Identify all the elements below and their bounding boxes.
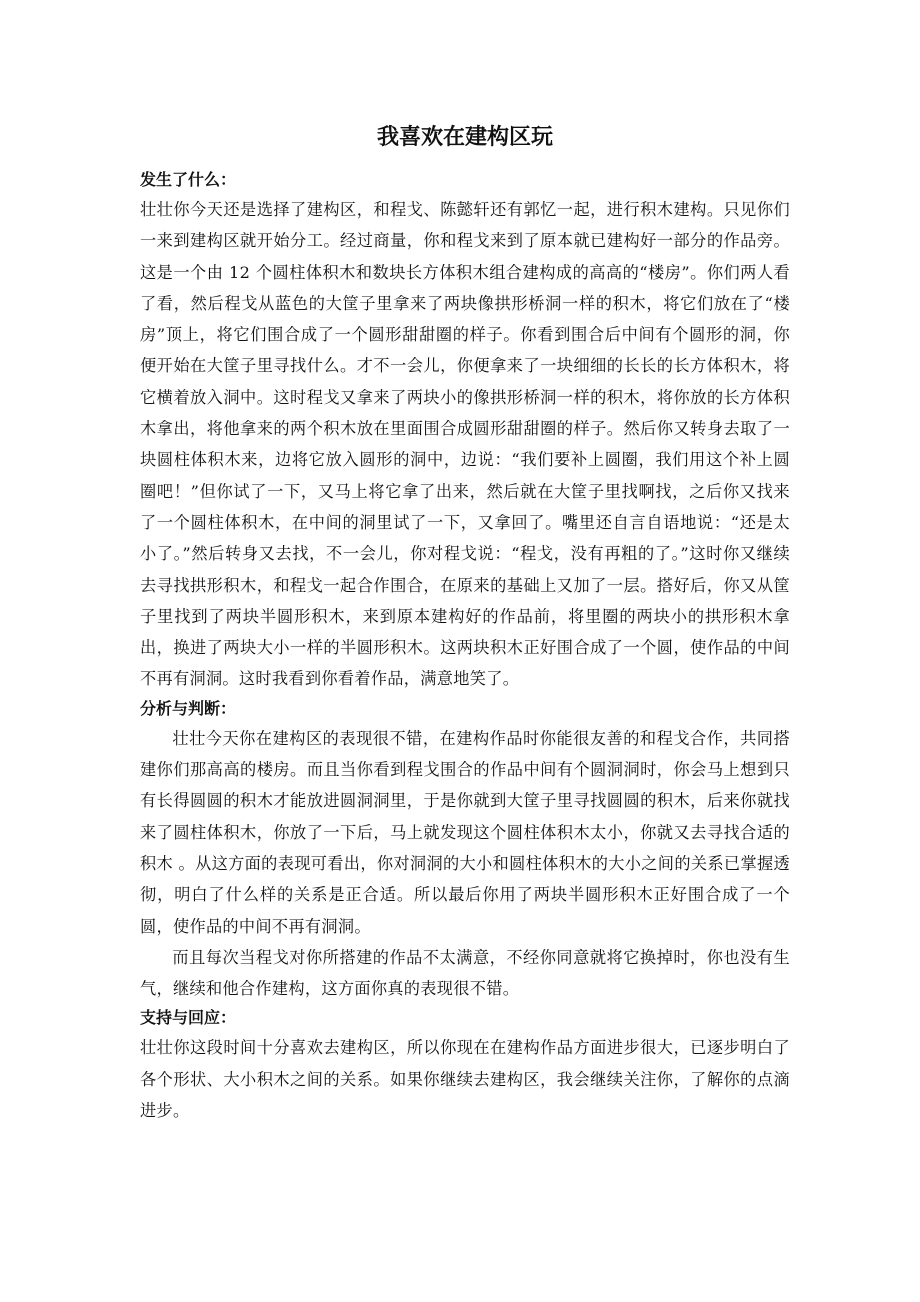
paragraph-observation: 壮壮你今天还是选择了建构区，和程戈、陈懿轩还有郭忆一起，进行积木建构。只见你们一来到建构区就开始分工。经过商量，你和程戈来到了原本就已建构好一部分的作品旁。这是一个由 12 个圆柱体积木和数块长方体积木组合建构成的高高的“楼房”。你们两人看了看，然后程戈从蓝色的大筐子里拿来了两块像拱形桥洞一样的积木，将它们放在了“楼房”顶上，将它们围合成了一个圆形甜甜圈的样子。你看到围合后中间有个圆形的洞，你便开始在大筐子里寻找什么。才不一会儿，你便拿来了一块细细的长长的长方体积木，将它横着放入洞中。这时程戈又拿来了两块小的像拱形桥洞一样的积木，将你放的长方体积木拿出，将他拿来的两个积木放在里面围合成圆形甜甜圈的样子。然后你又转身去取了一块圆柱体积木来，边将它放入圆形的洞中，边说：“我们要补上圆圈，我们用这个补上圆圈吧！”但你试了一下，又马上将它拿了出来，然后就在大筐子里找啊找，之后你又找来了一个圆柱体积木，在中间的洞里试了一下，又拿回了。嘴里还自言自语地说：“还是太小了。”然后转身又去找，不一会儿，你对程戈说：“程戈，没有再粗的了。”这时你又继续去寻找拱形积木，和程戈一起合作围合，在原来的基础上又加了一层。搭好后，你又从筐子里找到了两块半圆形积木，来到原本建构好的作品前，将里圈的两块小的拱形积木拿出，换进了两块大小一样的半圆形积木。这两块积木正好围合成了一个圆，使作品的中间不再有洞洞。这时我看到你看着作品，满意地笑了。 (140, 200, 790, 689)
document-title: 我喜欢在建构区玩 (376, 125, 553, 150)
section-heading-analysis: 分析与判断： (140, 698, 237, 718)
section-heading-support: 支持与回应： (140, 1008, 237, 1028)
paragraph-analysis-2: 而且每次当程戈对你所搭建的作品不太满意，不经你同意就将它换掉时，你也没有生气，继续和他合作建构，这方面你真的表现很不错。 (140, 947, 790, 999)
paragraph-support: 壮壮你这段时间十分喜欢去建构区，所以你现在在建构作品方面进步很大，已逐步明白了各个形状、大小积木之间的关系。如果你继续去建构区，我会继续关注你，了解你的点滴进步。 (140, 1038, 790, 1121)
section-support (140, 1004, 790, 1126)
section-what-happened (140, 166, 790, 695)
section-heading-what-happened: 发生了什么： (140, 170, 237, 189)
document-page (140, 118, 790, 1126)
section-analysis (140, 695, 790, 1005)
paragraph-analysis-1: 壮壮今天你在建构区的表现很不错，在建构作品时你能很友善的和程戈合作，共同搭建你们那高高的楼房。而且当你看到程戈围合的作品中间有个圆洞洞时，你会马上想到只有长得圆圆的积木才能放进圆洞洞里，于是你就到大筐子里寻找圆圆的积木，后来你就找来了圆柱体积木，你放了一下后，马上就发现这个圆柱体积木太小，你就又去寻找合适的积木 。从这方面的表现可看出，你对洞洞的大小和圆柱体积木的大小之间的关系已掌握透彻，明白了什么样的关系是正合适。所以最后你用了两块半圆形积木正好围合成了一个圆，使作品的中间不再有洞洞。 (140, 728, 790, 936)
